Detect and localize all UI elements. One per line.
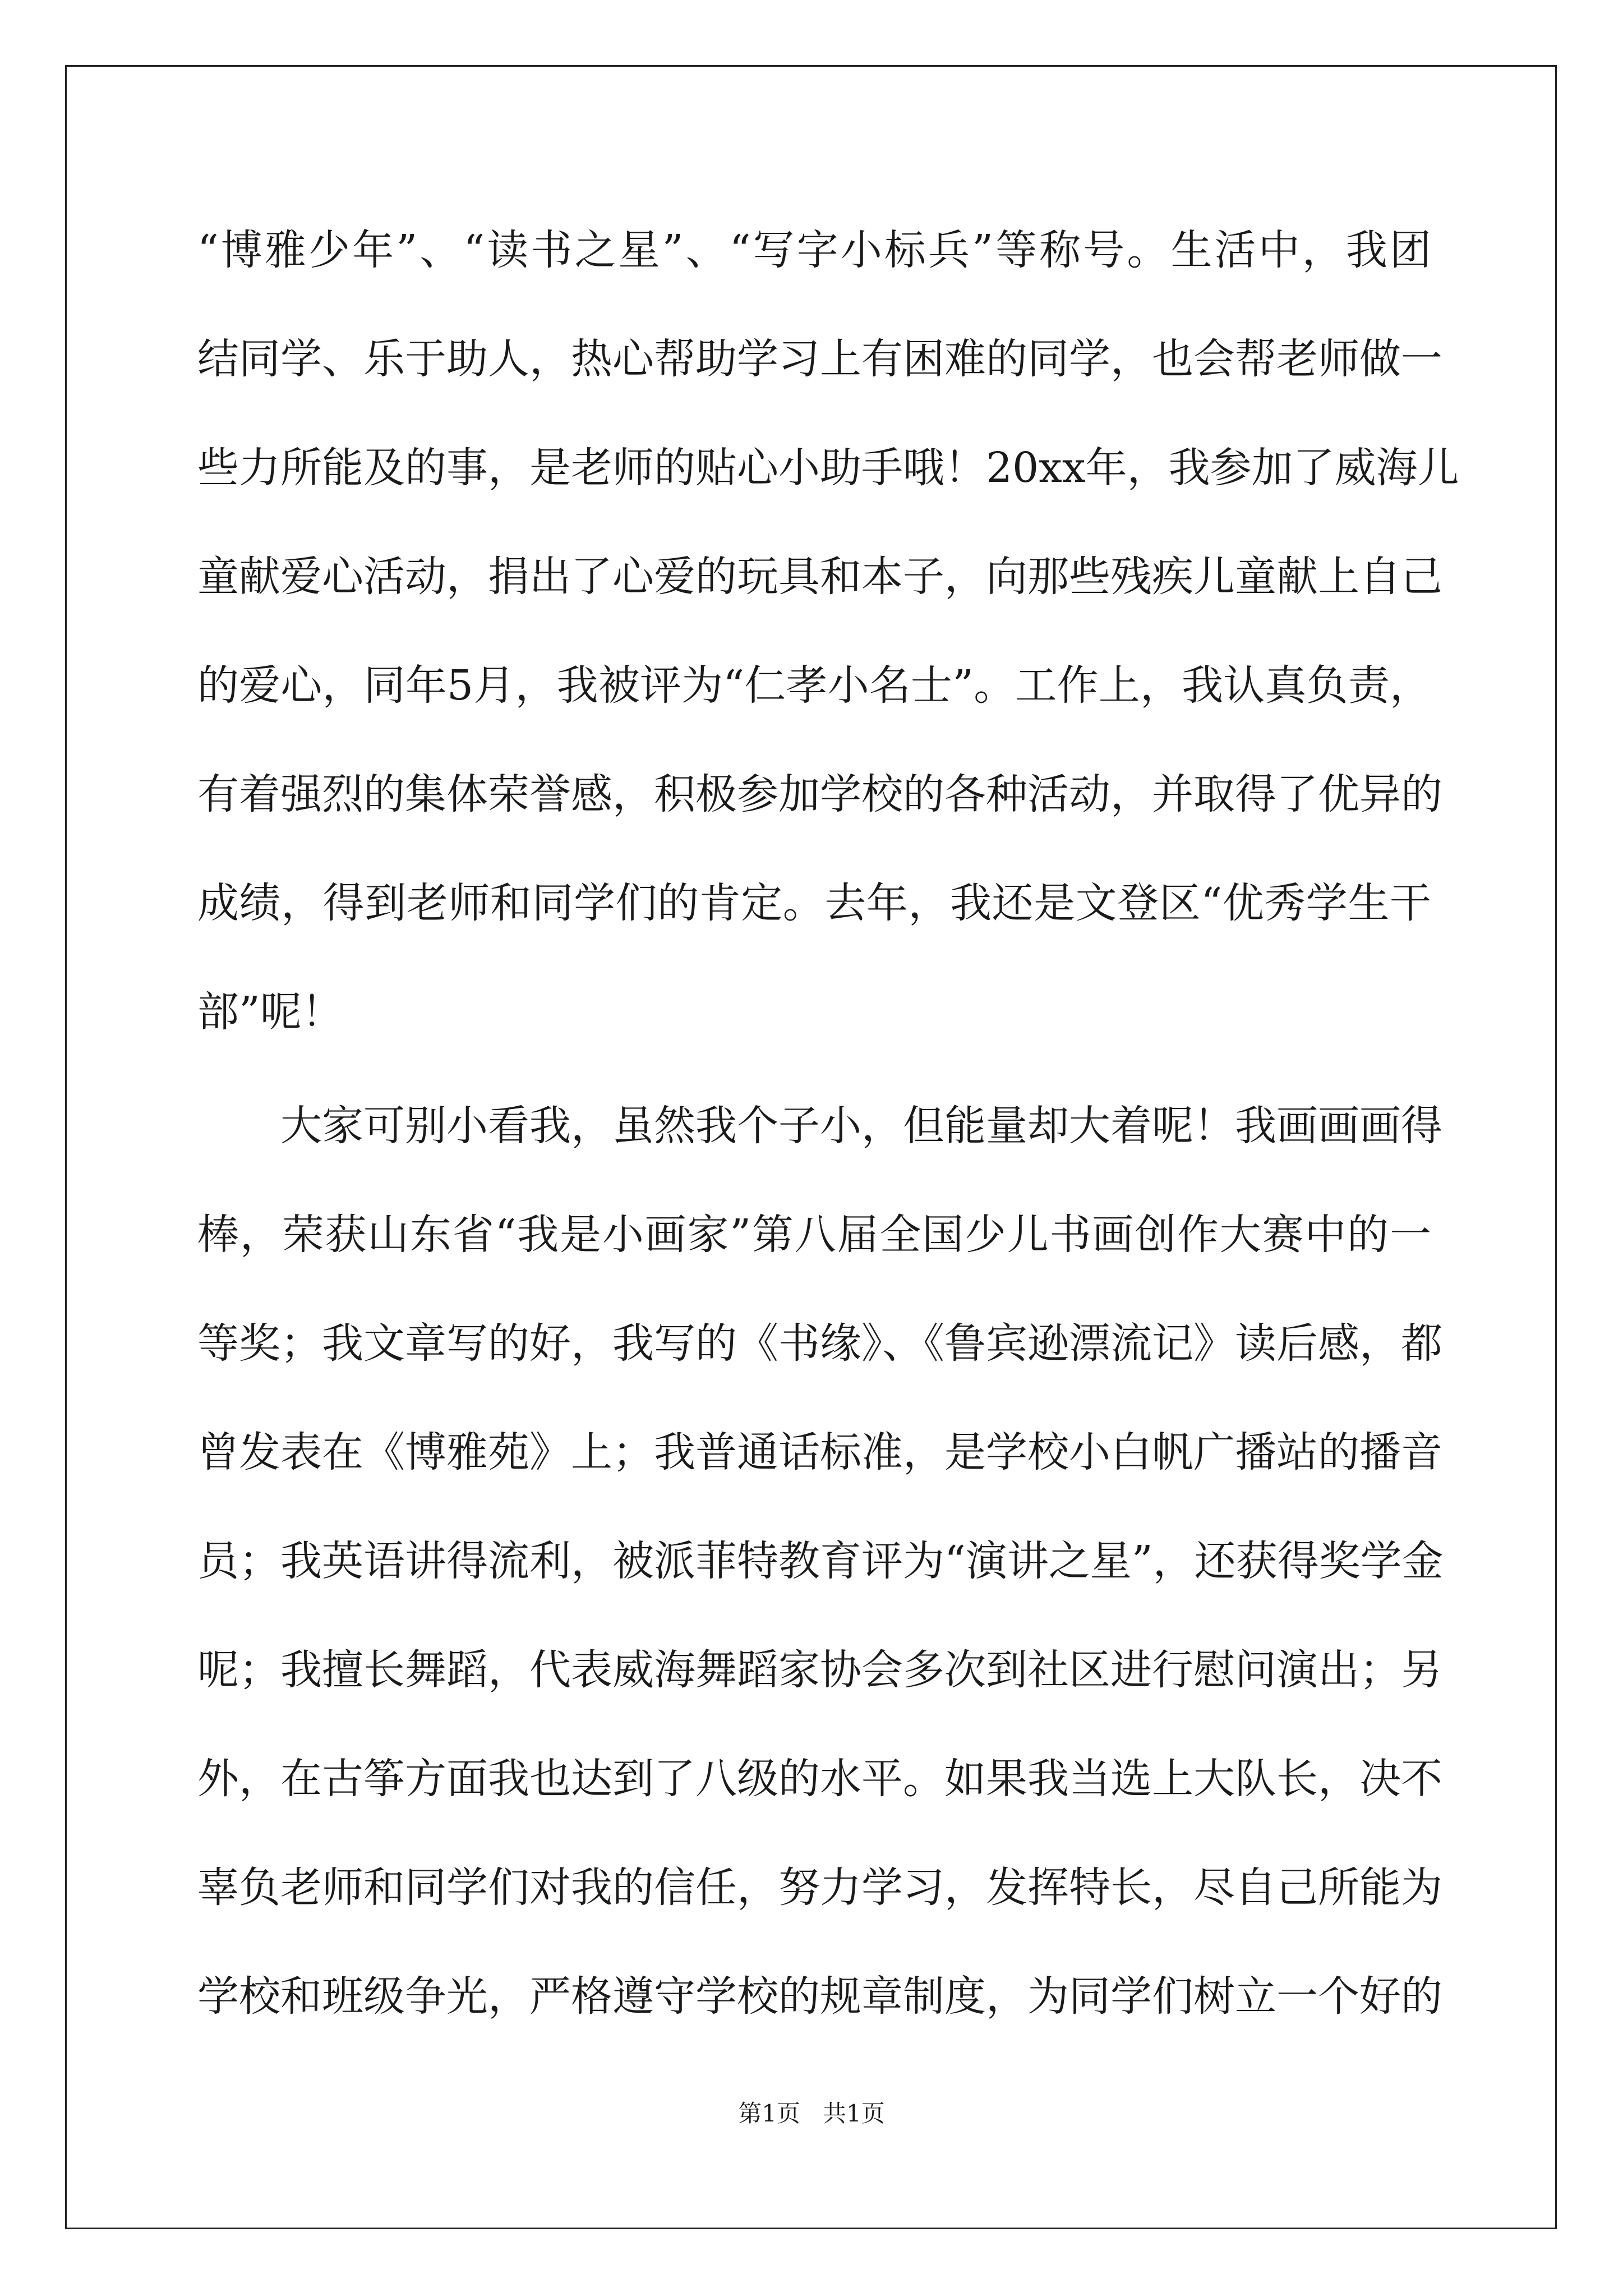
paragraph-1-line-8: 部”呢！: [197, 988, 343, 1036]
paragraph-1-line-3: 些力所能及的事，是老师的贴心小助手哦！20xx年，我参加了威海儿: [197, 444, 1459, 492]
paragraph-1-line-2: 结同学、乐于助人，热心帮助学习上有困难的同学，也会帮老师做一: [197, 335, 1442, 383]
paragraph-2-line-7: 外，在古筝方面我也达到了八级的水平。如果我当选上大队长，决不: [197, 1755, 1442, 1803]
paragraph-1-line-6: 有着强烈的集体荣誉感，积极参加学校的各种活动，并取得了优异的: [197, 770, 1442, 818]
page-number: 第1页: [738, 2100, 800, 2127]
paragraph-2-line-2: 棒，荣获山东省“我是小画家”第八届全国少儿书画创作大赛中的一: [197, 1211, 1431, 1259]
paragraph-2-line-1: 大家可别小看我，虽然我个子小，但能量却大着呢！我画画画得: [280, 1102, 1442, 1150]
paragraph-2-line-8: 辜负老师和同学们对我的信任，努力学习，发挥特长，尽自己所能为: [197, 1864, 1442, 1912]
paragraph-2-line-6: 呢；我擅长舞蹈，代表威海舞蹈家协会多次到社区进行慰问演出；另: [197, 1646, 1442, 1694]
paragraph-1-line-5: 的爱心，同年5月，我被评为“仁孝小名士”。工作上，我认真负责，: [197, 661, 1431, 710]
paragraph-2-line-3: 等奖；我文章写的好，我写的《书缘》、《鲁宾逊漂流记》读后感，都: [197, 1319, 1442, 1368]
paragraph-1-line-7: 成绩，得到老师和同学们的肯定。去年，我还是文登区“优秀学生干: [197, 879, 1431, 927]
page-total: 共1页: [823, 2100, 885, 2127]
paragraph-2-line-5: 员；我英语讲得流利，被派菲特教育评为“演讲之星”，还获得奖学金: [197, 1537, 1444, 1585]
paragraph-1-line-4: 童献爱心活动，捐出了心爱的玩具和本子，向那些残疾儿童献上自己: [197, 553, 1442, 601]
paragraph-2-line-9: 学校和班级争光，严格遵守学校的规章制度，为同学们树立一个好的: [197, 1972, 1442, 2021]
page-footer: [0, 2097, 1623, 2131]
paragraph-2-line-4: 曾发表在《博雅苑》上；我普通话标准，是学校小白帆广播站的播音: [197, 1428, 1442, 1476]
paragraph-1-line-1: “博雅少年”、“读书之星”、“写字小标兵”等称号。生活中，我团: [197, 226, 1431, 274]
